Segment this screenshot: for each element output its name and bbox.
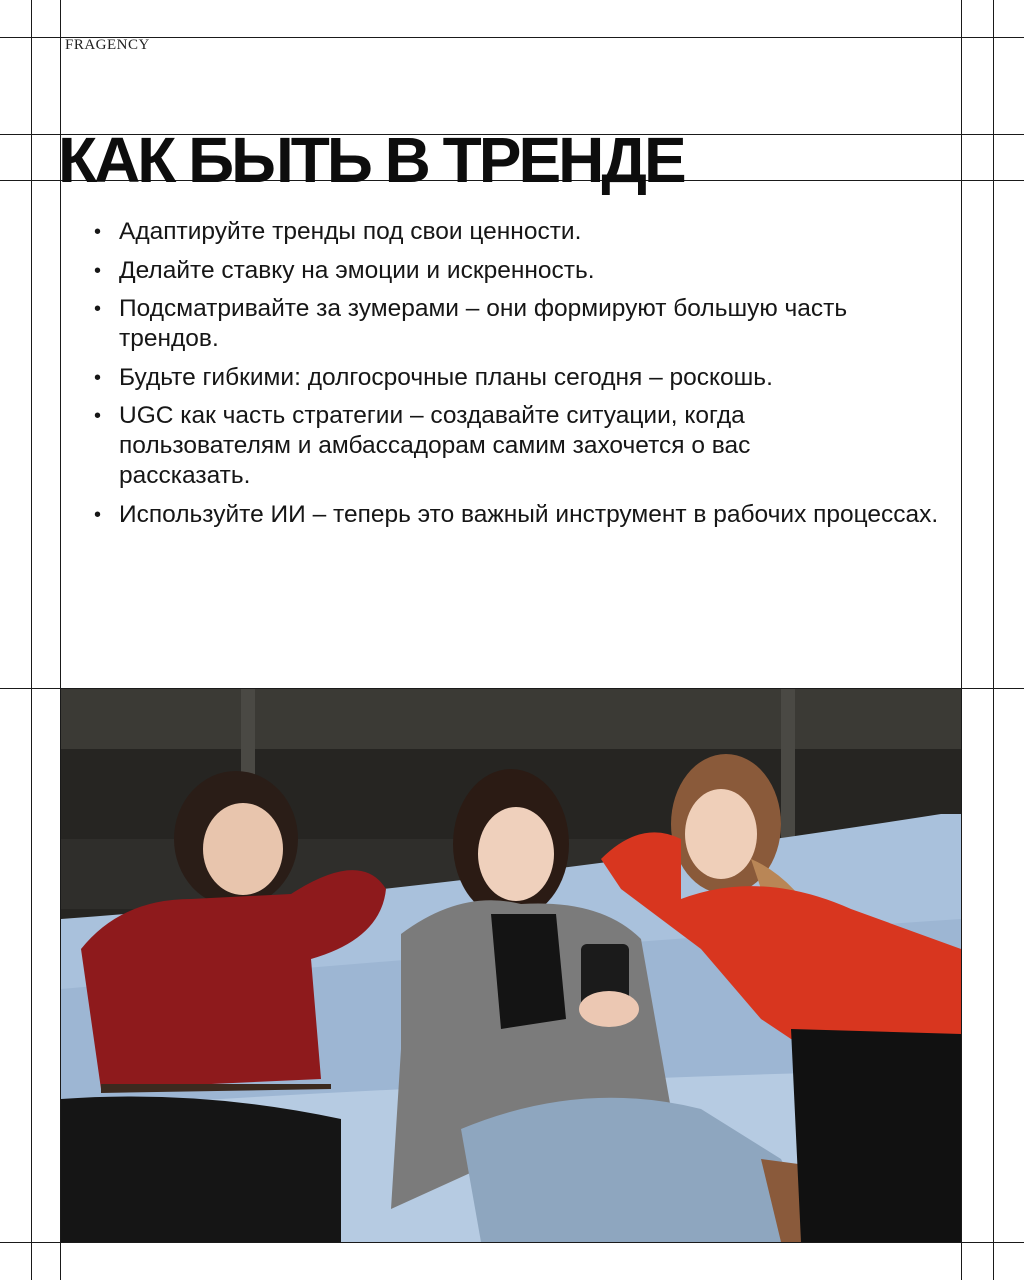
- tips-list: [94, 217, 954, 538]
- bullet-icon: •: [94, 366, 102, 389]
- list-item: [94, 217, 954, 247]
- list-item: [94, 256, 954, 286]
- bullet-icon: •: [94, 405, 102, 427]
- bullet-icon: •: [94, 503, 102, 526]
- list-item-text: Адаптируйте тренды под свои ценности.: [119, 218, 582, 245]
- list-item-text: Подсматривайте за зумерами – они формируют большую часть трендов.: [119, 295, 848, 352]
- bullet-icon: •: [94, 259, 102, 282]
- page-title: КАК БЫТЬ В ТРЕНДЕ: [58, 124, 684, 196]
- list-item-text: Делайте ставку на эмоции и искренность.: [119, 256, 595, 284]
- list-item-text: Используйте ИИ – теперь это важный инструмент в рабочих процессах.: [119, 500, 939, 528]
- list-item: [94, 294, 894, 354]
- grid-line: [961, 0, 962, 1280]
- list-item-text: UGC как часть стратегии – создавайте ситуации, когда пользователям и амбассадорам самим захочется о вас рассказать.: [119, 402, 751, 489]
- list-item: [94, 363, 954, 393]
- three-women-on-sofa-photo: [61, 689, 961, 1242]
- photo-illustration: [61, 689, 961, 1242]
- list-item: [94, 500, 954, 530]
- list-item: [94, 401, 864, 491]
- grid-line: [0, 37, 1024, 38]
- grid-line: [0, 1242, 1024, 1243]
- list-item-text: Будьте гибкими: долгосрочные планы сегодня – роскошь.: [119, 363, 773, 391]
- brand-logo: FRAGENCY: [65, 37, 150, 53]
- grid-line: [993, 0, 994, 1280]
- grid-line: [31, 0, 32, 1280]
- bullet-icon: •: [94, 298, 102, 320]
- bullet-icon: •: [94, 221, 102, 243]
